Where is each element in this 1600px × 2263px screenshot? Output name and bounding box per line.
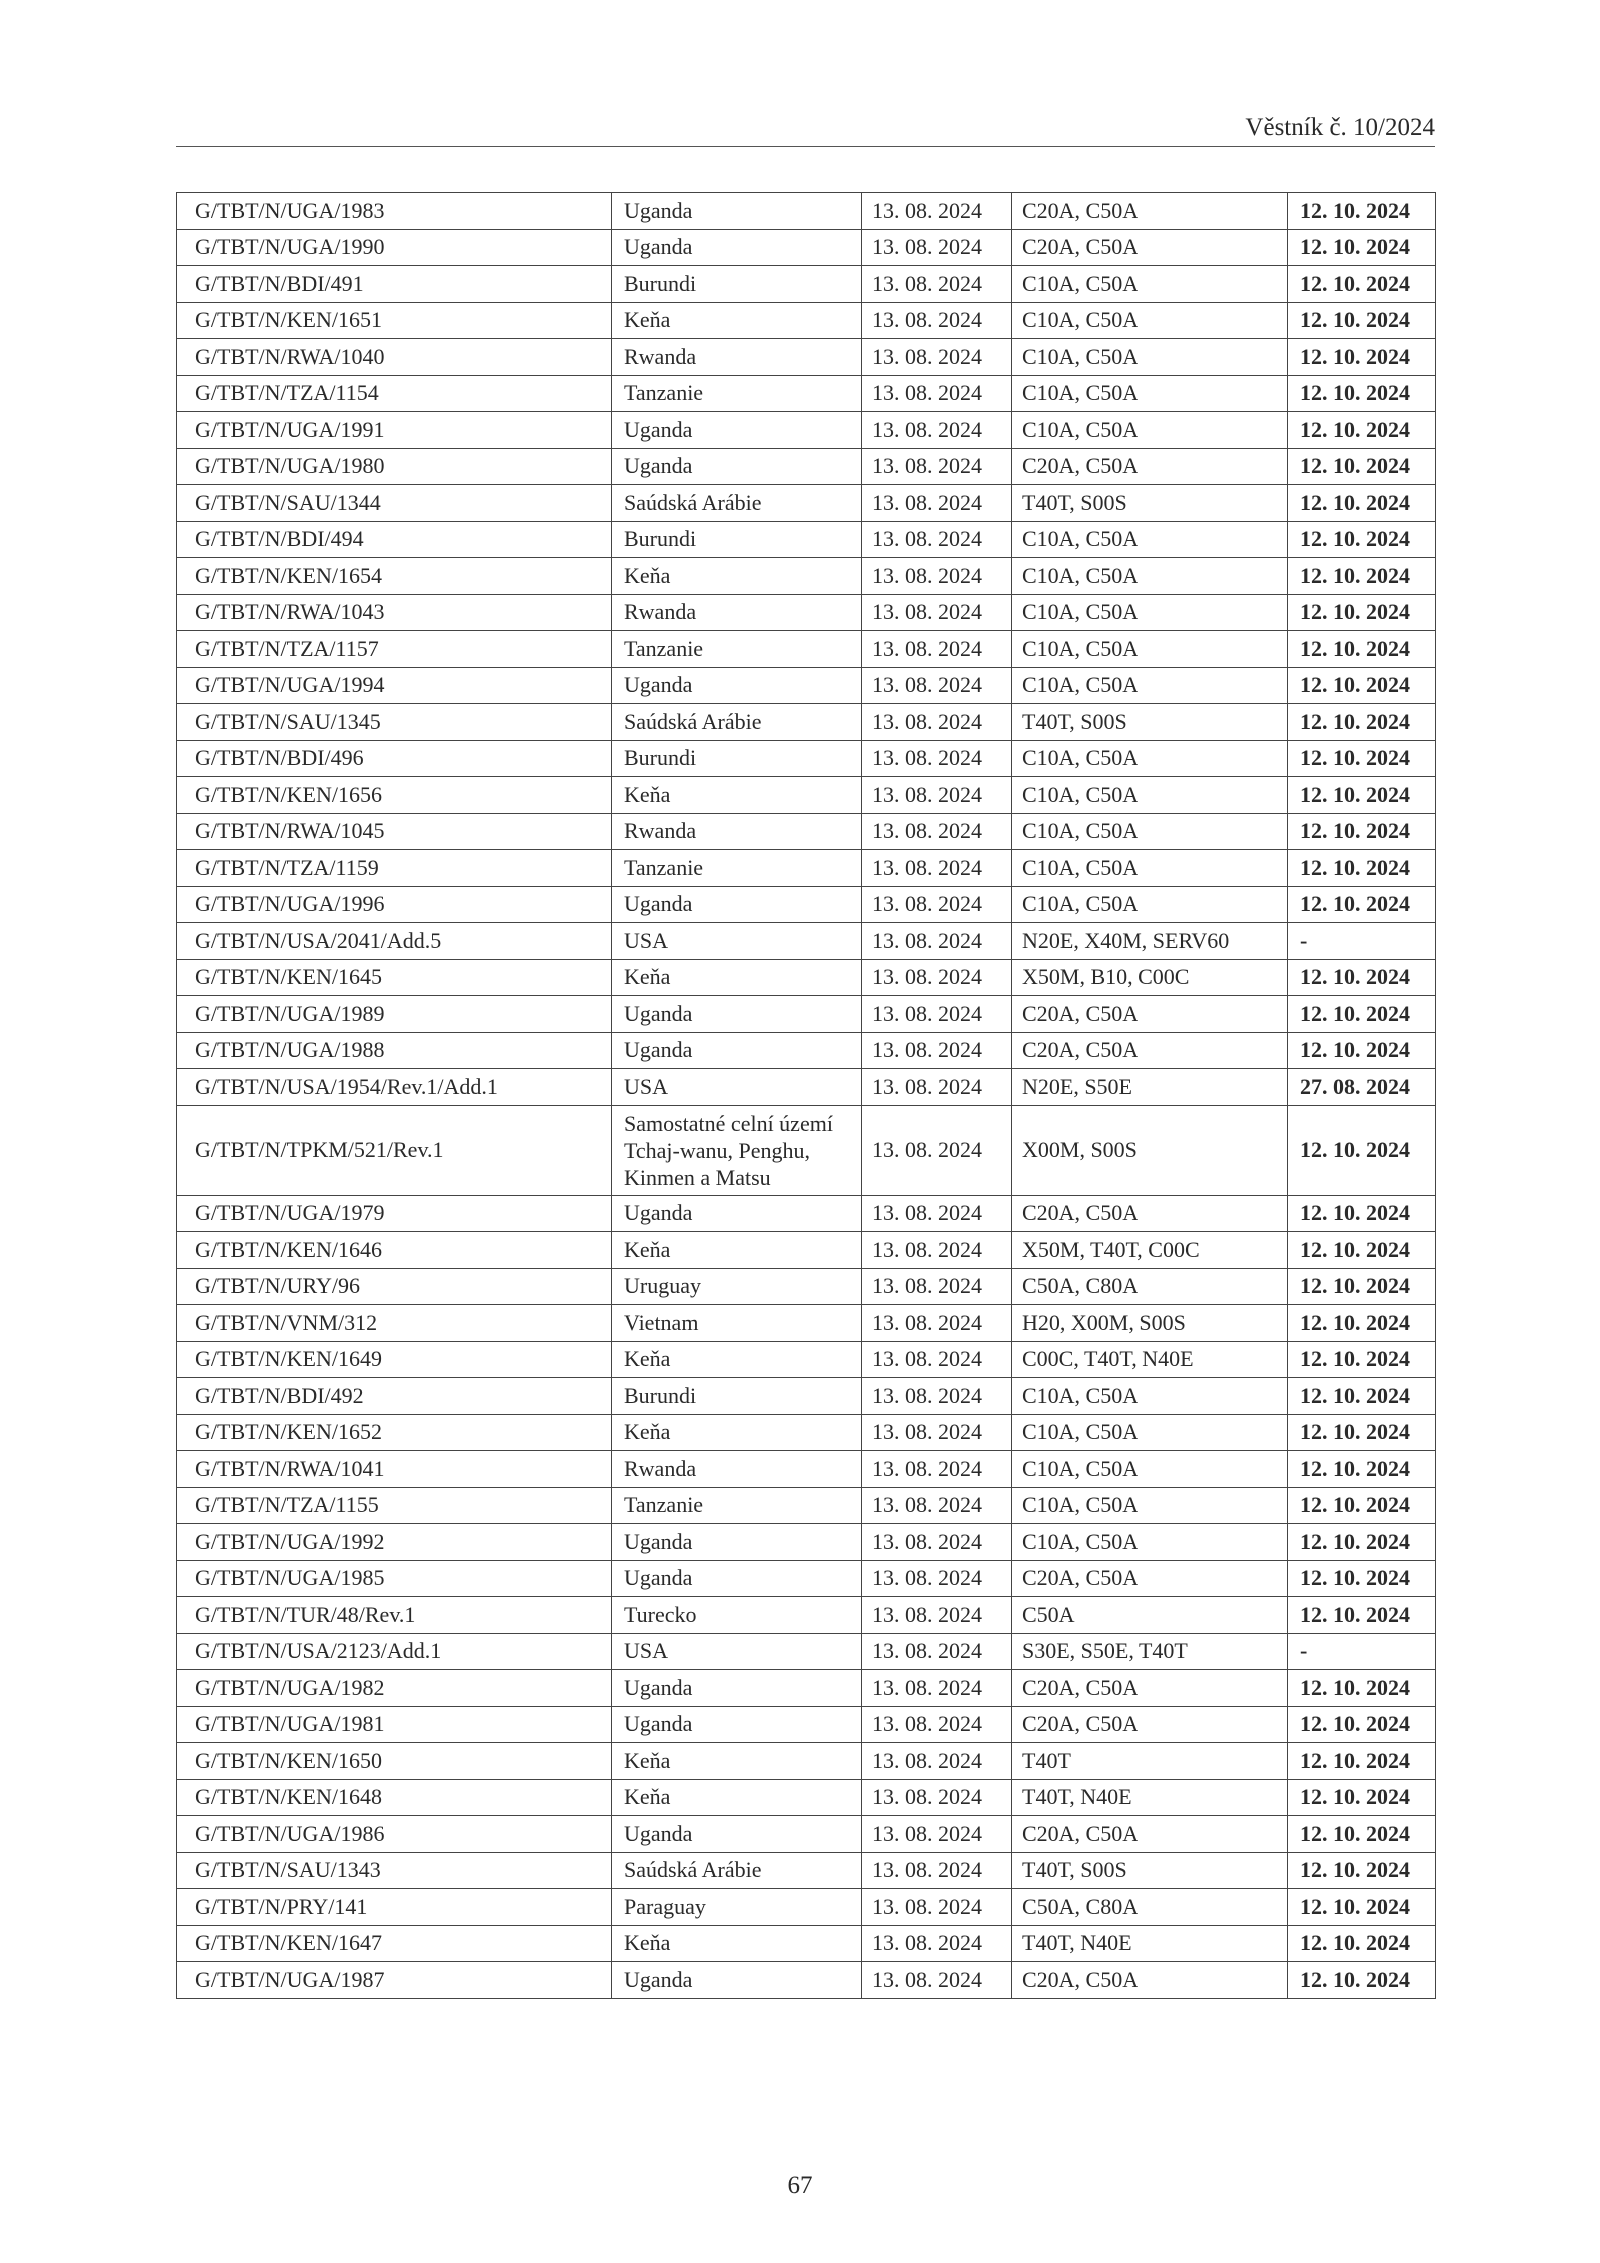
cell-symbol: G/TBT/N/UGA/1989 — [177, 996, 612, 1033]
cell-country: Keňa — [612, 558, 862, 595]
cell-deadline: 12. 10. 2024 — [1288, 485, 1436, 522]
cell-codes: C50A, C80A — [1012, 1889, 1288, 1926]
cell-codes: X00M, S00S — [1012, 1105, 1288, 1195]
cell-symbol: G/TBT/N/UGA/1981 — [177, 1706, 612, 1743]
cell-symbol: G/TBT/N/TZA/1159 — [177, 850, 612, 887]
cell-date: 13. 08. 2024 — [862, 1743, 1012, 1780]
cell-deadline: 12. 10. 2024 — [1288, 1597, 1436, 1634]
table-row — [177, 1195, 1436, 1232]
cell-deadline: 12. 10. 2024 — [1288, 996, 1436, 1033]
cell-deadline: 12. 10. 2024 — [1288, 1816, 1436, 1853]
table-row — [177, 1487, 1436, 1524]
cell-deadline: 12. 10. 2024 — [1288, 1268, 1436, 1305]
cell-codes: N20E, X40M, SERV60 — [1012, 923, 1288, 960]
cell-codes: C10A, C50A — [1012, 1487, 1288, 1524]
cell-date: 13. 08. 2024 — [862, 1962, 1012, 1999]
cell-codes: C10A, C50A — [1012, 740, 1288, 777]
cell-deadline: 12. 10. 2024 — [1288, 667, 1436, 704]
page-header — [176, 114, 1435, 147]
table-row — [177, 886, 1436, 923]
cell-deadline: 12. 10. 2024 — [1288, 229, 1436, 266]
table-row — [177, 631, 1436, 668]
table-row — [177, 1560, 1436, 1597]
cell-deadline: 12. 10. 2024 — [1288, 594, 1436, 631]
cell-deadline: 12. 10. 2024 — [1288, 1487, 1436, 1524]
cell-country: USA — [612, 1633, 862, 1670]
cell-country: Rwanda — [612, 594, 862, 631]
cell-country: Paraguay — [612, 1889, 862, 1926]
cell-date: 13. 08. 2024 — [862, 1195, 1012, 1232]
cell-country: Uganda — [612, 1560, 862, 1597]
cell-deadline: 12. 10. 2024 — [1288, 1779, 1436, 1816]
cell-date: 13. 08. 2024 — [862, 1451, 1012, 1488]
cell-symbol: G/TBT/N/BDI/494 — [177, 521, 612, 558]
cell-deadline: 12. 10. 2024 — [1288, 777, 1436, 814]
table-row — [177, 412, 1436, 449]
table-row — [177, 1962, 1436, 1999]
cell-codes: C10A, C50A — [1012, 521, 1288, 558]
cell-deadline: 12. 10. 2024 — [1288, 631, 1436, 668]
cell-symbol: G/TBT/N/UGA/1996 — [177, 886, 612, 923]
cell-codes: C10A, C50A — [1012, 1378, 1288, 1415]
cell-codes: C20A, C50A — [1012, 1560, 1288, 1597]
table-body — [177, 193, 1436, 1999]
cell-symbol: G/TBT/N/UGA/1988 — [177, 1032, 612, 1069]
cell-date: 13. 08. 2024 — [862, 631, 1012, 668]
page-number: 67 — [787, 2172, 813, 2199]
cell-date: 13. 08. 2024 — [862, 485, 1012, 522]
cell-symbol: G/TBT/N/UGA/1994 — [177, 667, 612, 704]
publication-title: Věstník č. 10/2024 — [1245, 114, 1435, 141]
cell-deadline: 12. 10. 2024 — [1288, 1232, 1436, 1269]
cell-country: Burundi — [612, 740, 862, 777]
cell-codes: C50A, C80A — [1012, 1268, 1288, 1305]
cell-deadline: 12. 10. 2024 — [1288, 1706, 1436, 1743]
cell-deadline: 12. 10. 2024 — [1288, 412, 1436, 449]
cell-date: 13. 08. 2024 — [862, 558, 1012, 595]
cell-codes: C20A, C50A — [1012, 1962, 1288, 1999]
cell-codes: C20A, C50A — [1012, 1032, 1288, 1069]
cell-country: Uganda — [612, 193, 862, 230]
cell-codes: C10A, C50A — [1012, 375, 1288, 412]
cell-symbol: G/TBT/N/KEN/1656 — [177, 777, 612, 814]
cell-symbol: G/TBT/N/UGA/1983 — [177, 193, 612, 230]
cell-date: 13. 08. 2024 — [862, 777, 1012, 814]
cell-deadline: 12. 10. 2024 — [1288, 1889, 1436, 1926]
cell-country: Saúdská Arábie — [612, 704, 862, 741]
cell-codes: T40T, S00S — [1012, 1852, 1288, 1889]
table-row — [177, 1743, 1436, 1780]
table-row — [177, 229, 1436, 266]
cell-symbol: G/TBT/N/KEN/1648 — [177, 1779, 612, 1816]
cell-deadline: 12. 10. 2024 — [1288, 1305, 1436, 1342]
cell-date: 13. 08. 2024 — [862, 412, 1012, 449]
cell-date: 13. 08. 2024 — [862, 740, 1012, 777]
cell-deadline: 12. 10. 2024 — [1288, 1852, 1436, 1889]
cell-deadline: 12. 10. 2024 — [1288, 266, 1436, 303]
cell-date: 13. 08. 2024 — [862, 521, 1012, 558]
table-row — [177, 1779, 1436, 1816]
cell-deadline: 12. 10. 2024 — [1288, 959, 1436, 996]
cell-date: 13. 08. 2024 — [862, 850, 1012, 887]
cell-codes: X50M, B10, C00C — [1012, 959, 1288, 996]
cell-symbol: G/TBT/N/UGA/1980 — [177, 448, 612, 485]
cell-symbol: G/TBT/N/KEN/1647 — [177, 1925, 612, 1962]
cell-codes: C10A, C50A — [1012, 1451, 1288, 1488]
cell-codes: C20A, C50A — [1012, 448, 1288, 485]
cell-country: Keňa — [612, 1743, 862, 1780]
cell-country: Uganda — [612, 1524, 862, 1561]
cell-codes: X50M, T40T, C00C — [1012, 1232, 1288, 1269]
table-row — [177, 850, 1436, 887]
cell-country: Keňa — [612, 302, 862, 339]
table-row — [177, 1341, 1436, 1378]
cell-country: Keňa — [612, 1925, 862, 1962]
cell-country: Uganda — [612, 1962, 862, 1999]
cell-symbol: G/TBT/N/BDI/496 — [177, 740, 612, 777]
cell-date: 13. 08. 2024 — [862, 302, 1012, 339]
cell-country: Uganda — [612, 1670, 862, 1707]
table-row — [177, 704, 1436, 741]
cell-deadline: 12. 10. 2024 — [1288, 1925, 1436, 1962]
cell-deadline: 12. 10. 2024 — [1288, 448, 1436, 485]
table-row — [177, 1816, 1436, 1853]
cell-deadline: 12. 10. 2024 — [1288, 521, 1436, 558]
cell-country: Uganda — [612, 1706, 862, 1743]
cell-country: Burundi — [612, 266, 862, 303]
cell-country: Uganda — [612, 1195, 862, 1232]
cell-country: Keňa — [612, 777, 862, 814]
table-row — [177, 1451, 1436, 1488]
cell-country: Uruguay — [612, 1268, 862, 1305]
cell-codes: C20A, C50A — [1012, 193, 1288, 230]
cell-country: USA — [612, 923, 862, 960]
table-row — [177, 740, 1436, 777]
cell-symbol: G/TBT/N/TZA/1154 — [177, 375, 612, 412]
cell-deadline: 12. 10. 2024 — [1288, 1414, 1436, 1451]
cell-codes: C10A, C50A — [1012, 339, 1288, 376]
cell-date: 13. 08. 2024 — [862, 959, 1012, 996]
cell-date: 13. 08. 2024 — [862, 1560, 1012, 1597]
cell-codes: C20A, C50A — [1012, 1706, 1288, 1743]
cell-codes: C20A, C50A — [1012, 229, 1288, 266]
cell-deadline: 12. 10. 2024 — [1288, 1341, 1436, 1378]
table-row — [177, 1852, 1436, 1889]
cell-symbol: G/TBT/N/TZA/1157 — [177, 631, 612, 668]
cell-country: Keňa — [612, 1232, 862, 1269]
cell-date: 13. 08. 2024 — [862, 886, 1012, 923]
cell-deadline: 12. 10. 2024 — [1288, 1524, 1436, 1561]
cell-symbol: G/TBT/N/UGA/1987 — [177, 1962, 612, 1999]
table-row — [177, 923, 1436, 960]
cell-country: Uganda — [612, 229, 862, 266]
table-row — [177, 1706, 1436, 1743]
cell-codes: C10A, C50A — [1012, 266, 1288, 303]
cell-codes: C10A, C50A — [1012, 594, 1288, 631]
cell-symbol: G/TBT/N/RWA/1041 — [177, 1451, 612, 1488]
cell-deadline: 12. 10. 2024 — [1288, 1195, 1436, 1232]
cell-codes: C10A, C50A — [1012, 886, 1288, 923]
table-row — [177, 1633, 1436, 1670]
cell-date: 13. 08. 2024 — [862, 1779, 1012, 1816]
cell-deadline: 12. 10. 2024 — [1288, 375, 1436, 412]
cell-date: 13. 08. 2024 — [862, 1852, 1012, 1889]
table-row — [177, 339, 1436, 376]
cell-date: 13. 08. 2024 — [862, 1524, 1012, 1561]
cell-symbol: G/TBT/N/KEN/1650 — [177, 1743, 612, 1780]
cell-symbol: G/TBT/N/KEN/1651 — [177, 302, 612, 339]
cell-date: 13. 08. 2024 — [862, 1487, 1012, 1524]
cell-date: 13. 08. 2024 — [862, 1378, 1012, 1415]
cell-codes: C10A, C50A — [1012, 558, 1288, 595]
cell-codes: C10A, C50A — [1012, 1524, 1288, 1561]
cell-codes: T40T, S00S — [1012, 704, 1288, 741]
table-row — [177, 813, 1436, 850]
table-row — [177, 667, 1436, 704]
cell-date: 13. 08. 2024 — [862, 996, 1012, 1033]
cell-country: Keňa — [612, 1341, 862, 1378]
cell-date: 13. 08. 2024 — [862, 193, 1012, 230]
table-row — [177, 1232, 1436, 1269]
table-row — [177, 777, 1436, 814]
cell-symbol: G/TBT/N/UGA/1985 — [177, 1560, 612, 1597]
cell-codes: C20A, C50A — [1012, 1816, 1288, 1853]
cell-deadline: 12. 10. 2024 — [1288, 1105, 1436, 1195]
cell-country: USA — [612, 1069, 862, 1106]
table-row — [177, 1670, 1436, 1707]
cell-symbol: G/TBT/N/BDI/491 — [177, 266, 612, 303]
cell-symbol: G/TBT/N/UGA/1982 — [177, 1670, 612, 1707]
cell-symbol: G/TBT/N/KEN/1645 — [177, 959, 612, 996]
table-row — [177, 193, 1436, 230]
table-row — [177, 1597, 1436, 1634]
cell-codes: T40T, S00S — [1012, 485, 1288, 522]
table-row — [177, 521, 1436, 558]
table-row — [177, 375, 1436, 412]
table-row — [177, 1378, 1436, 1415]
cell-country: Uganda — [612, 667, 862, 704]
cell-date: 13. 08. 2024 — [862, 448, 1012, 485]
cell-date: 13. 08. 2024 — [862, 704, 1012, 741]
cell-date: 13. 08. 2024 — [862, 594, 1012, 631]
cell-symbol: G/TBT/N/TPKM/521/Rev.1 — [177, 1105, 612, 1195]
cell-date: 13. 08. 2024 — [862, 813, 1012, 850]
table-row — [177, 302, 1436, 339]
cell-codes: C10A, C50A — [1012, 631, 1288, 668]
table-row — [177, 1925, 1436, 1962]
cell-symbol: G/TBT/N/SAU/1343 — [177, 1852, 612, 1889]
cell-symbol: G/TBT/N/VNM/312 — [177, 1305, 612, 1342]
table-row — [177, 1414, 1436, 1451]
cell-symbol: G/TBT/N/KEN/1646 — [177, 1232, 612, 1269]
cell-date: 13. 08. 2024 — [862, 339, 1012, 376]
cell-symbol: G/TBT/N/KEN/1649 — [177, 1341, 612, 1378]
cell-codes: T40T, N40E — [1012, 1925, 1288, 1962]
cell-symbol: G/TBT/N/TZA/1155 — [177, 1487, 612, 1524]
cell-symbol: G/TBT/N/SAU/1345 — [177, 704, 612, 741]
cell-codes: C10A, C50A — [1012, 850, 1288, 887]
cell-symbol: G/TBT/N/KEN/1654 — [177, 558, 612, 595]
cell-date: 13. 08. 2024 — [862, 1305, 1012, 1342]
cell-codes: C20A, C50A — [1012, 1670, 1288, 1707]
cell-date: 13. 08. 2024 — [862, 1268, 1012, 1305]
cell-deadline: 12. 10. 2024 — [1288, 339, 1436, 376]
cell-deadline: 12. 10. 2024 — [1288, 1962, 1436, 1999]
cell-symbol: G/TBT/N/USA/2123/Add.1 — [177, 1633, 612, 1670]
cell-deadline: 12. 10. 2024 — [1288, 1670, 1436, 1707]
cell-date: 13. 08. 2024 — [862, 1597, 1012, 1634]
table-row — [177, 1105, 1436, 1195]
cell-codes: C10A, C50A — [1012, 667, 1288, 704]
cell-country: Burundi — [612, 521, 862, 558]
cell-date: 13. 08. 2024 — [862, 1032, 1012, 1069]
notifications-table — [176, 192, 1436, 1999]
cell-date: 13. 08. 2024 — [862, 923, 1012, 960]
cell-deadline: 12. 10. 2024 — [1288, 1032, 1436, 1069]
cell-country: Uganda — [612, 412, 862, 449]
cell-codes: T40T — [1012, 1743, 1288, 1780]
cell-date: 13. 08. 2024 — [862, 667, 1012, 704]
cell-country: Tanzanie — [612, 1487, 862, 1524]
cell-symbol: G/TBT/N/UGA/1992 — [177, 1524, 612, 1561]
table-row — [177, 558, 1436, 595]
cell-date: 13. 08. 2024 — [862, 229, 1012, 266]
cell-codes: S30E, S50E, T40T — [1012, 1633, 1288, 1670]
cell-codes: C50A — [1012, 1597, 1288, 1634]
cell-country: Samostatné celní území Tchaj-wanu, Penghu, Kinmen a Matsu — [612, 1105, 862, 1195]
cell-deadline: 12. 10. 2024 — [1288, 1560, 1436, 1597]
cell-date: 13. 08. 2024 — [862, 1069, 1012, 1106]
cell-country: Vietnam — [612, 1305, 862, 1342]
cell-deadline: 12. 10. 2024 — [1288, 1451, 1436, 1488]
cell-symbol: G/TBT/N/USA/1954/Rev.1/Add.1 — [177, 1069, 612, 1106]
cell-deadline: 12. 10. 2024 — [1288, 850, 1436, 887]
cell-codes: C10A, C50A — [1012, 1414, 1288, 1451]
cell-deadline: 27. 08. 2024 — [1288, 1069, 1436, 1106]
table-row — [177, 266, 1436, 303]
cell-country: Uganda — [612, 996, 862, 1033]
cell-date: 13. 08. 2024 — [862, 1816, 1012, 1853]
cell-deadline: 12. 10. 2024 — [1288, 704, 1436, 741]
cell-date: 13. 08. 2024 — [862, 1670, 1012, 1707]
cell-symbol: G/TBT/N/SAU/1344 — [177, 485, 612, 522]
cell-codes: N20E, S50E — [1012, 1069, 1288, 1106]
cell-symbol: G/TBT/N/RWA/1045 — [177, 813, 612, 850]
cell-country: Keňa — [612, 1414, 862, 1451]
table-row — [177, 1032, 1436, 1069]
cell-date: 13. 08. 2024 — [862, 266, 1012, 303]
cell-country: Keňa — [612, 959, 862, 996]
cell-date: 13. 08. 2024 — [862, 1633, 1012, 1670]
cell-date: 13. 08. 2024 — [862, 1105, 1012, 1195]
cell-country: Saúdská Arábie — [612, 1852, 862, 1889]
cell-symbol: G/TBT/N/PRY/141 — [177, 1889, 612, 1926]
cell-symbol: G/TBT/N/UGA/1990 — [177, 229, 612, 266]
table-row — [177, 485, 1436, 522]
cell-codes: C10A, C50A — [1012, 777, 1288, 814]
table-row — [177, 1305, 1436, 1342]
table-row — [177, 1889, 1436, 1926]
cell-country: Saúdská Arábie — [612, 485, 862, 522]
cell-symbol: G/TBT/N/TUR/48/Rev.1 — [177, 1597, 612, 1634]
cell-codes: C00C, T40T, N40E — [1012, 1341, 1288, 1378]
cell-deadline: - — [1288, 923, 1436, 960]
cell-date: 13. 08. 2024 — [862, 375, 1012, 412]
cell-symbol: G/TBT/N/RWA/1040 — [177, 339, 612, 376]
cell-date: 13. 08. 2024 — [862, 1706, 1012, 1743]
cell-deadline: 12. 10. 2024 — [1288, 1743, 1436, 1780]
cell-deadline: 12. 10. 2024 — [1288, 1378, 1436, 1415]
cell-codes: C10A, C50A — [1012, 813, 1288, 850]
cell-symbol: G/TBT/N/BDI/492 — [177, 1378, 612, 1415]
cell-country: Uganda — [612, 448, 862, 485]
cell-symbol: G/TBT/N/RWA/1043 — [177, 594, 612, 631]
cell-deadline: 12. 10. 2024 — [1288, 813, 1436, 850]
cell-date: 13. 08. 2024 — [862, 1925, 1012, 1962]
cell-country: Uganda — [612, 1816, 862, 1853]
cell-codes: H20, X00M, S00S — [1012, 1305, 1288, 1342]
table-row — [177, 594, 1436, 631]
cell-date: 13. 08. 2024 — [862, 1341, 1012, 1378]
cell-deadline: - — [1288, 1633, 1436, 1670]
cell-codes: C10A, C50A — [1012, 302, 1288, 339]
cell-codes: T40T, N40E — [1012, 1779, 1288, 1816]
cell-country: Tanzanie — [612, 631, 862, 668]
cell-country: Rwanda — [612, 1451, 862, 1488]
cell-date: 13. 08. 2024 — [862, 1414, 1012, 1451]
cell-country: Burundi — [612, 1378, 862, 1415]
cell-deadline: 12. 10. 2024 — [1288, 302, 1436, 339]
cell-symbol: G/TBT/N/USA/2041/Add.5 — [177, 923, 612, 960]
cell-country: Uganda — [612, 886, 862, 923]
cell-deadline: 12. 10. 2024 — [1288, 193, 1436, 230]
table-row — [177, 1268, 1436, 1305]
table-row — [177, 448, 1436, 485]
cell-country: Turecko — [612, 1597, 862, 1634]
cell-country: Tanzanie — [612, 375, 862, 412]
table-row — [177, 1069, 1436, 1106]
table-row — [177, 959, 1436, 996]
cell-symbol: G/TBT/N/UGA/1991 — [177, 412, 612, 449]
cell-codes: C20A, C50A — [1012, 1195, 1288, 1232]
cell-country: Uganda — [612, 1032, 862, 1069]
cell-date: 13. 08. 2024 — [862, 1889, 1012, 1926]
cell-symbol: G/TBT/N/UGA/1986 — [177, 1816, 612, 1853]
table-row — [177, 1524, 1436, 1561]
cell-date: 13. 08. 2024 — [862, 1232, 1012, 1269]
cell-symbol: G/TBT/N/URY/96 — [177, 1268, 612, 1305]
cell-symbol: G/TBT/N/KEN/1652 — [177, 1414, 612, 1451]
cell-country: Keňa — [612, 1779, 862, 1816]
cell-deadline: 12. 10. 2024 — [1288, 886, 1436, 923]
cell-country: Tanzanie — [612, 850, 862, 887]
cell-country: Rwanda — [612, 339, 862, 376]
cell-deadline: 12. 10. 2024 — [1288, 558, 1436, 595]
table-row — [177, 996, 1436, 1033]
cell-deadline: 12. 10. 2024 — [1288, 740, 1436, 777]
cell-country: Rwanda — [612, 813, 862, 850]
cell-symbol: G/TBT/N/UGA/1979 — [177, 1195, 612, 1232]
cell-codes: C10A, C50A — [1012, 412, 1288, 449]
cell-codes: C20A, C50A — [1012, 996, 1288, 1033]
